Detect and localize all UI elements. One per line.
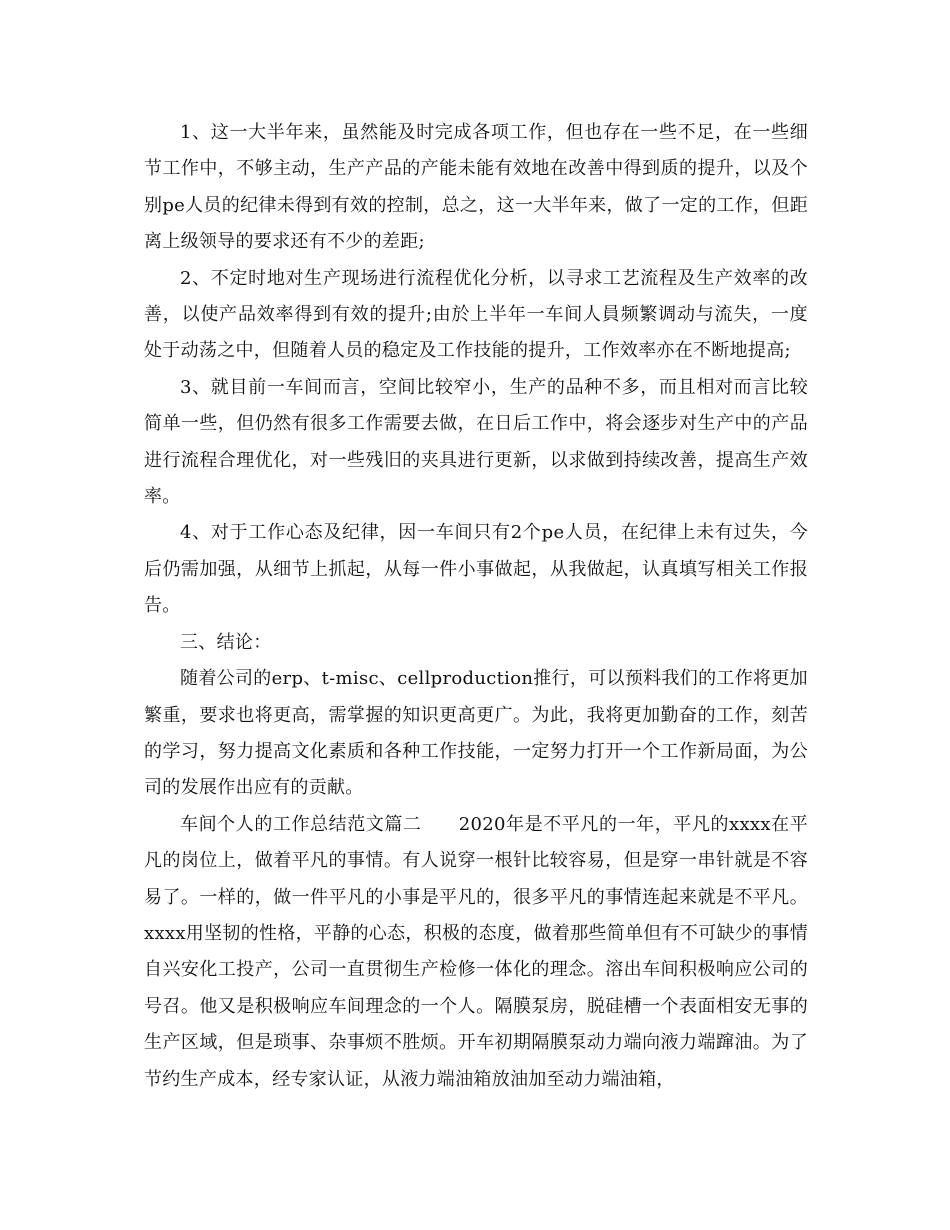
paragraph-article-two: 车间个人的工作总结范文篇二 2020年是不平凡的一年，平凡的xxxx在平凡的岗位上，做着平凡的事情。有人说穿一根针比较容易，但是穿一串针就是不容易了。一样的，做一件平凡的小事是平凡的，很多平凡的事情连起来就是不平凡。xxxx用坚韧的性格，平静的心态，积极的态度，做着那些简单但有不可缺少的事情 自兴安化工投产，公司一直贯彻生产检修一体化的理念。溶出车间积极响应公司的号召。他又是积极响应车间理念的一个人。隔膜泵房，脱硅槽一个表面相安无事的生产区域，但是琐事、杂事烦不胜烦。开车初期隔膜泵动力端向液力端蹿油。为了节约生产成本，经专家认证，从液力端油箱放油加至动力端油箱，	[144, 813, 809, 1090]
paragraph-4: 4、对于工作心态及纪律，因一车间只有2个pe人员，在纪律上未有过失，今后仍需加强，从细节上抓起，从每一件小事做起，从我做起，认真填写相关工作报告。	[144, 522, 808, 617]
section-heading-conclusion: 三、结论：	[180, 631, 272, 653]
paragraph-1: 1、这一大半年来，虽然能及时完成各项工作，但也存在一些不足，在一些细节工作中，不够主动，生产产品的产能未能有效地在改善中得到质的提升，以及个别pe人员的纪律未得到有效的控制，总之，这一大半年来，做了一定的工作，但距离上级领导的要求还有不少的差距;	[144, 122, 808, 253]
document-body	[144, 115, 808, 1098]
paragraph-3: 3、就目前一车间而言，空间比较窄小，生产的品种不多，而且相对而言比较简单一些，但仍然有很多工作需要去做，在日后工作中，将会逐步对生产中的产品进行流程合理优化，对一些残旧的夹具进行更新，以求做到持续改善，提高生产效率。	[144, 376, 808, 508]
paragraph-conclusion: 随着公司的erp、t-misc、cellproduction推行，可以预料我们的工作将更加繁重，要求也将更高，需掌握的知识更高更广。为此，我将更加勤奋的工作，刻苦的学习，努力提高文化素质和各种工作技能，一定努力打开一个工作新局面，为公司的发展作出应有的贡献。	[144, 668, 808, 799]
paragraph-2: 2、不定时地对生产现场进行流程优化分析，以寻求工艺流程及生产效率的改善，以使产品效率得到有效的提升;由於上半年一车间人員频繁调动与流失，一度处于动荡之中，但随着人员的稳定及工作技能的提升，工作效率亦在不断地提高;	[144, 267, 808, 362]
